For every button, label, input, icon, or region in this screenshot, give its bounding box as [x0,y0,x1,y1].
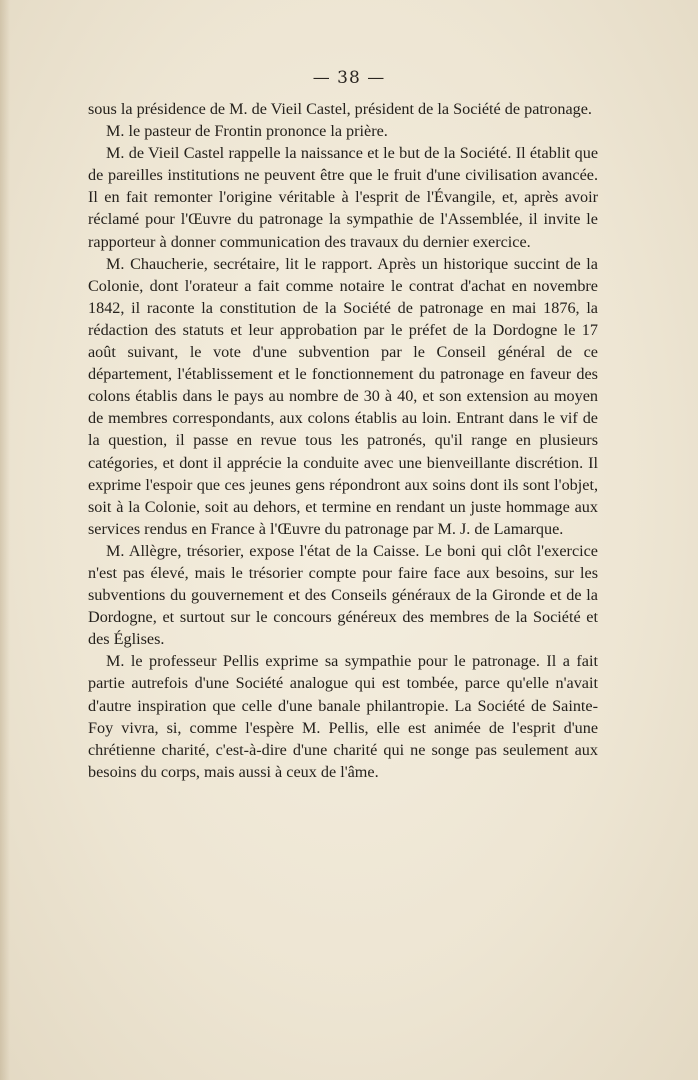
paragraph: M. Chaucherie, secrétaire, lit le rapport. Après un historique succint de la Colonie, dont l'orateur a fait comme notaire le contrat d'achat en novembre 1842, il raconte la constitution de la Société de patronage en mai 1876, la rédaction des statuts et leur approbation par le préfet de la Dordogne le 17 août suivant, le vote d'une subvention par le Conseil général de ce département, l'établissement et le fonctionnement du patronage en faveur des colons établis dans le pays au nombre de 30 à 40, et son extension au moyen de membres correspondants, aux colons établis au loin. Entrant dans le vif de la question, il passe en revue tous les patronés, qu'il range en plusieurs catégories, et dont il apprécie la conduite avec une bienveillante discrétion. Il exprime l'espoir que ces jeunes gens répondront aux soins dont ils sont l'objet, soit à la Colonie, soit au dehors, et termine en rendant un juste hommage aux services rendus en France à l'Œuvre du patronage par M. J. de Lamarque. [88,254,598,538]
paragraph: M. le professeur Pellis exprime sa sympathie pour le patronage. Il a fait partie autrefois d'une Société analogue qui est tombée, parce qu'elle n'avait d'autre inspiration que celle d'une banale philantropie. La Société de Sainte-Foy vivra, si, comme l'espère M. Pellis, elle est animée de l'esprit d'une chrétienne charité, c'est-à-dire d'une charité qui ne songe pas seulement aux besoins du corps, mais aussi à ceux de l'âme. [88,652,598,781]
page-number: — 38 — [312,68,386,88]
paragraph: M. le pasteur de Frontin prononce la prière. [106,122,388,141]
paragraph: sous la présidence de M. de Vieil Castel, président de la Société de patronage. [88,100,592,118]
paragraph: M. Allègre, trésorier, expose l'état de la Caisse. Le boni qui clôt l'exercice n'est pas élevé, mais le trésorier compte pour faire face aux besoins, sur les subventions du gouvernement et des Conseils généraux de la Gironde et de la Dordogne, et surtout sur le concours généreux des membres de la Société et des Églises. [88,541,598,649]
body-text [88,98,598,783]
page-edge-shadow [0,0,10,1080]
paragraph: M. de Vieil Castel rappelle la naissance et le but de la Société. Il établit que de pareilles institutions ne peuvent être que le fruit d'une civilisation avancée. Il en fait remonter l'origine véritable à l'esprit de l'Évangile, et, après avoir réclamé pour l'Œuvre du patronage la sympathie de l'Assemblée, il invite le rapporteur à donner communication des travaux du dernier exercice. [88,144,598,251]
